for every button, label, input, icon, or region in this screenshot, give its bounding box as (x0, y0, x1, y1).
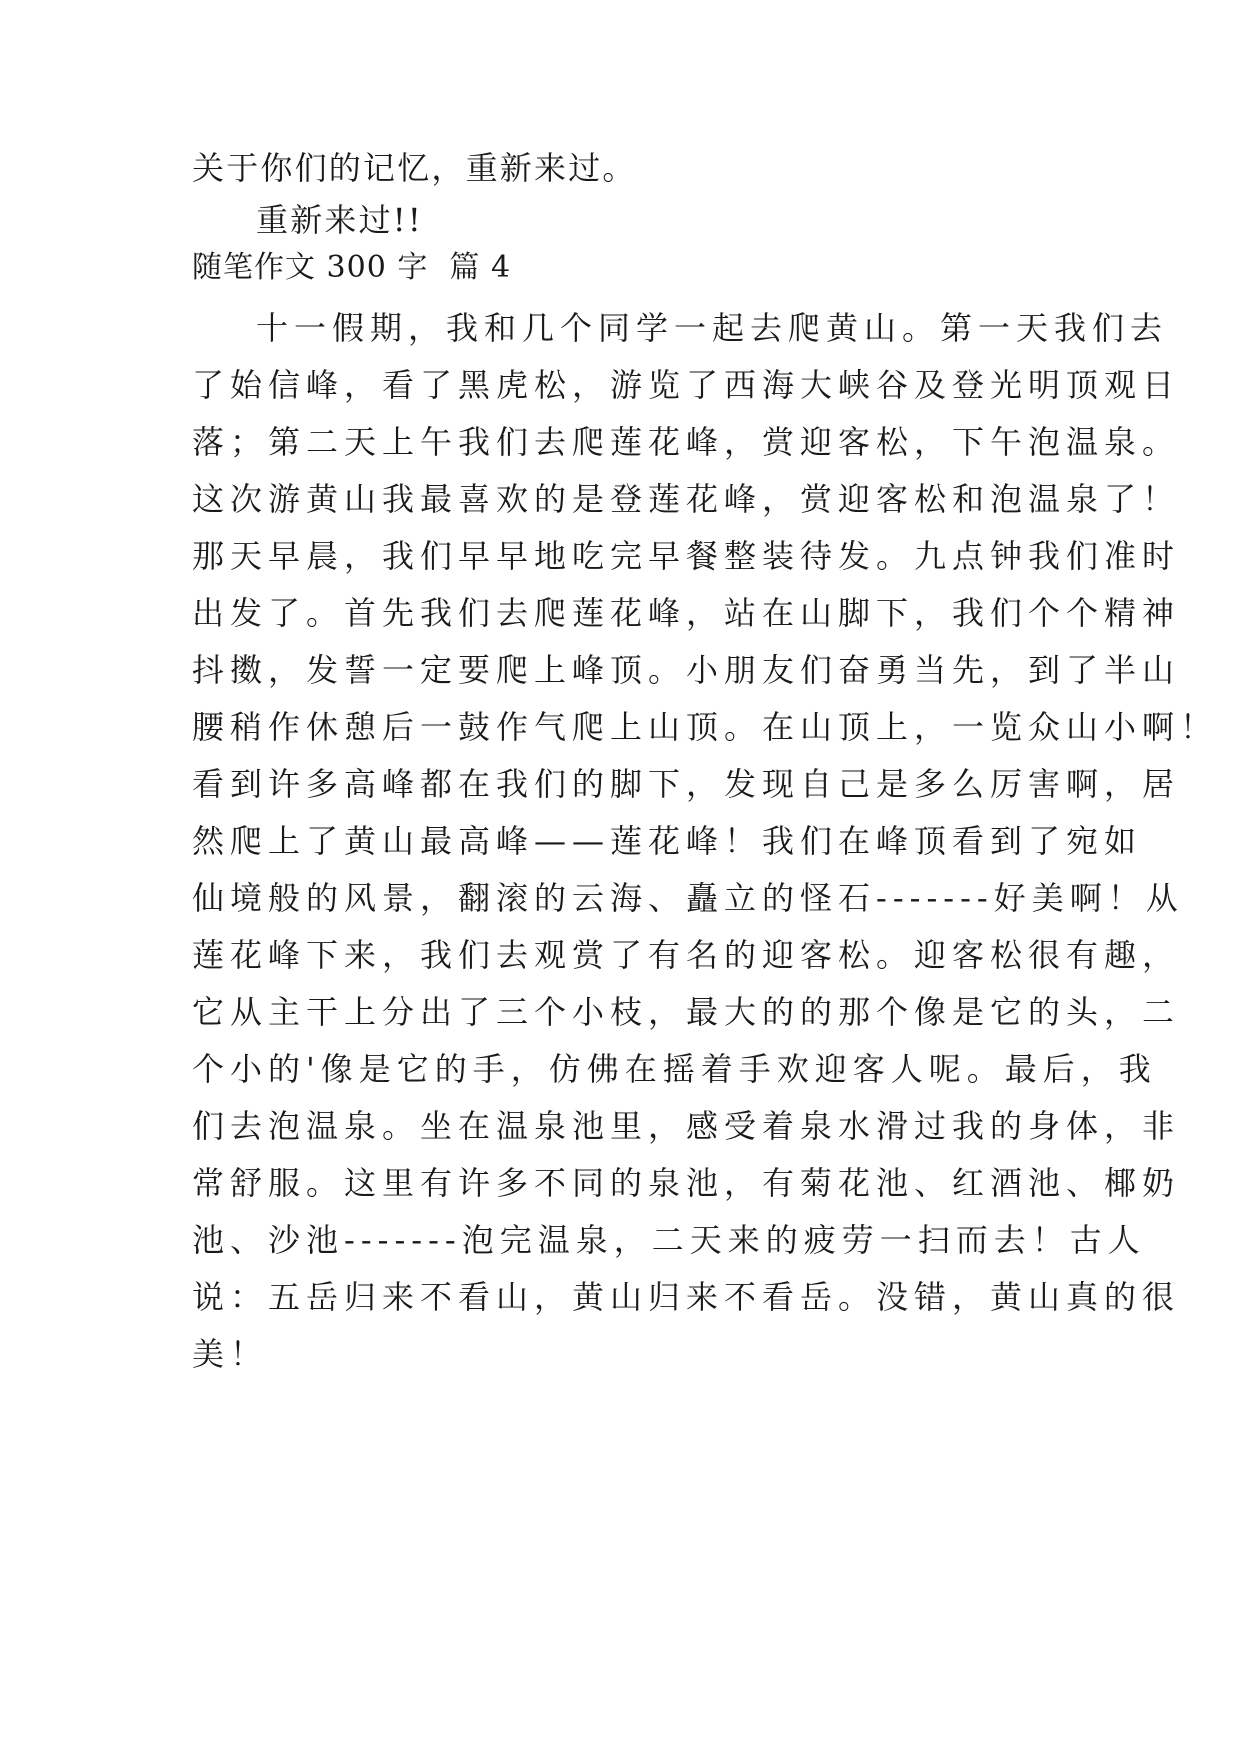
body-line: 池、沙池-------泡完温泉，二天来的疲劳一扫而去！古人 (192, 1221, 1146, 1259)
body-line: 落；第二天上午我们去爬莲花峰，赏迎客松，下午泡温泉。 (192, 423, 1181, 461)
body-line: 这次游黄山我最喜欢的是登莲花峰，赏迎客松和泡温泉了！ (192, 480, 1181, 518)
body-line: 仙境般的风景，翻滚的云海、矗立的怪石-------好美啊！从 (192, 879, 1184, 917)
section-title: 随笔作文 300 字 篇 4 (192, 250, 512, 285)
body-line: 然爬上了黄山最高峰——莲花峰！我们在峰顶看到了宛如 (192, 822, 1143, 860)
body-line: 常舒服。这里有许多不同的泉池，有菊花池、红酒池、椰奶 (192, 1164, 1181, 1202)
body-line: 们去泡温泉。坐在温泉池里，感受着泉水滑过我的身体，非 (192, 1107, 1181, 1145)
body-line: 个小的'像是它的手，仿佛在摇着手欢迎客人呢。最后，我 (192, 1050, 1157, 1088)
body-line: 抖擞，发誓一定要爬上峰顶。小朋友们奋勇当先，到了半山 (192, 651, 1181, 689)
body-line: 出发了。首先我们去爬莲花峰，站在山脚下，我们个个精神 (192, 594, 1181, 632)
body-line: 说：五岳归来不看山，黄山归来不看岳。没错，黄山真的很 (192, 1278, 1181, 1316)
body-line: 美！ (192, 1335, 269, 1373)
previous-paragraph-end: 关于你们的记忆，重新来过。 (192, 149, 637, 187)
body-line: 莲花峰下来，我们去观赏了有名的迎客松。迎客松很有趣， (192, 936, 1181, 974)
body-line: 那天早晨，我们早早地吃完早餐整装待发。九点钟我们准时 (192, 537, 1181, 575)
body-line: 看到许多高峰都在我们的脚下，发现自己是多么厉害啊，居 (192, 765, 1181, 803)
body-line: 了始信峰，看了黑虎松，游览了西海大峡谷及登光明顶观日 (192, 366, 1181, 404)
body-line: 它从主干上分出了三个小枝，最大的的那个像是它的头，二 (192, 993, 1181, 1031)
body-line: 十一假期，我和几个同学一起去爬黄山。第一天我们去 (256, 309, 1169, 347)
body-line: 腰稍作休憩后一鼓作气爬上山顶。在山顶上，一览众山小啊！ (192, 708, 1219, 746)
previous-closing-line: 重新来过!! (256, 201, 423, 239)
